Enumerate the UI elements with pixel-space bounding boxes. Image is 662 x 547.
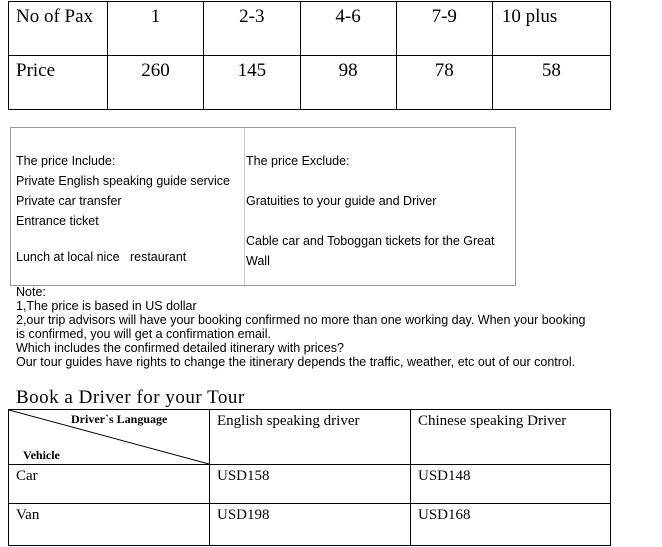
english-driver-header [210, 410, 411, 465]
chinese-price: USD148 [418, 468, 471, 484]
english-price: USD198 [217, 507, 270, 523]
driver-language-label: Driver`s Language [71, 412, 168, 426]
driver-section-title: Book a Driver for your Tour [16, 387, 245, 408]
pax-cell: 10 plus [492, 2, 610, 56]
pax-cell: 7-9 [396, 2, 492, 56]
include-exclude-box [10, 127, 516, 286]
vehicle-cell [9, 465, 210, 504]
exclude-heading: The price Exclude: [246, 154, 350, 168]
note-line: Our tour guides have rights to change the itinerary depends the traffic, weather, etc out of our control. [16, 355, 576, 369]
exclude-item: Cable car and Toboggan tickets for the Great [246, 234, 495, 248]
vehicle-cell [9, 504, 210, 546]
include-item: Lunch at local nice restaurant [16, 250, 187, 264]
price-cell: 78 [396, 56, 492, 110]
table-row [9, 504, 611, 546]
note-line: 1,The price is based in US dollar [16, 299, 197, 313]
price-cell [210, 465, 411, 504]
include-heading: The price Include: [16, 154, 116, 168]
driver-table [8, 409, 611, 546]
price-cell [411, 465, 611, 504]
pax-row [9, 2, 611, 56]
price-cell [210, 504, 411, 546]
price-cell: 98 [300, 56, 396, 110]
include-item: Private car transfer [16, 194, 122, 208]
pax-cell: 4-6 [300, 2, 396, 56]
chinese-price: USD168 [418, 507, 471, 523]
pax-label: No of Pax [9, 2, 108, 56]
notes-heading: Note: [16, 285, 46, 299]
pax-cell: 2-3 [204, 2, 300, 56]
note-line: Which includes the confirmed detailed itinerary with prices? [16, 341, 344, 355]
pax-cell: 1 [107, 2, 203, 56]
vehicle-name: Car [16, 468, 38, 484]
vehicle-label: Vehicle [23, 448, 60, 462]
price-cell: 145 [204, 56, 300, 110]
english-price: USD158 [217, 468, 270, 484]
exclude-item: Wall [246, 254, 270, 268]
price-cell: 58 [492, 56, 610, 110]
english-driver-header-text: English speaking driver [217, 413, 360, 429]
chinese-driver-header [411, 410, 611, 465]
price-cell [411, 504, 611, 546]
diagonal-header-cell [9, 410, 210, 465]
include-item: Private English speaking guide service [16, 174, 231, 188]
price-row [9, 56, 611, 110]
price-cell: 260 [107, 56, 203, 110]
price-label: Price [9, 56, 108, 110]
notes-section [16, 285, 586, 369]
chinese-driver-header-text: Chinese speaking Driver [418, 413, 567, 429]
price-table [8, 1, 611, 110]
driver-header-row [9, 410, 611, 465]
column-divider [244, 128, 245, 285]
table-row [9, 465, 611, 504]
vehicle-name: Van [16, 507, 40, 523]
note-line: 2,our trip advisors will have your booking confirmed no more than one working day. When your booking is confirmed, you will get a confirmation email. [16, 313, 586, 341]
include-item: Entrance ticket [16, 214, 99, 228]
exclude-item: Gratuities to your guide and Driver [246, 194, 437, 208]
